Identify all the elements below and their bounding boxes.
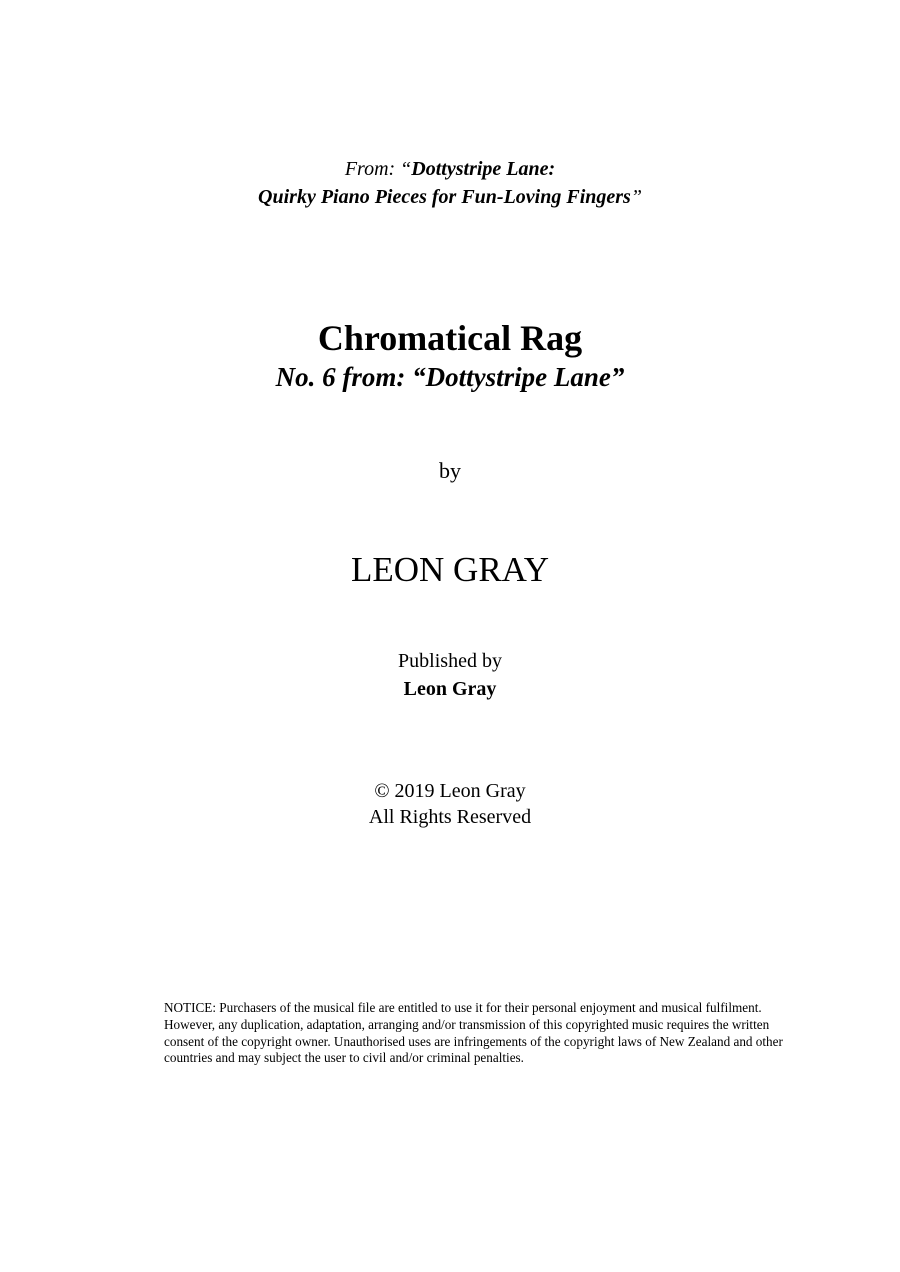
from-label: From: “: [344, 158, 412, 180]
collection-title: Dottystripe Lane:: [411, 158, 556, 180]
title-block: [0, 316, 900, 394]
copyright-line: © 2019 Leon Gray: [374, 780, 526, 802]
piece-subtitle: No. 6 from: “Dottystripe Lane”: [275, 362, 625, 392]
closing-quote: ”: [630, 186, 642, 208]
by-label: by: [439, 458, 461, 483]
published-by-label: Published by: [398, 650, 502, 672]
copyright-info: [0, 778, 900, 830]
copyright-notice: NOTICE: Purchasers of the musical file are entitled to use it for their personal enjoyment and musical fulfilment. However, any duplication, adaptation, arranging and/or transmission of this copyrighted music requires the written consent of the copyright owner. Unauthorised uses are infringements of the copyright laws of New Zealand and other countries and may subject the user to civil and/or criminal penalties.: [164, 1000, 783, 1066]
composer-name: LEON GRAY: [350, 550, 550, 589]
rights-reserved-line: All Rights Reserved: [368, 806, 532, 828]
piece-title: Chromatical Rag: [317, 318, 583, 358]
publisher-info: [0, 647, 900, 703]
publisher-name: Leon Gray: [403, 678, 497, 700]
collection-subtitle: Quirky Piano Pieces for Fun-Loving Fingers: [258, 186, 631, 208]
collection-info: [0, 155, 900, 211]
collection-line-1: [0, 155, 900, 183]
collection-line-2: [0, 183, 900, 211]
